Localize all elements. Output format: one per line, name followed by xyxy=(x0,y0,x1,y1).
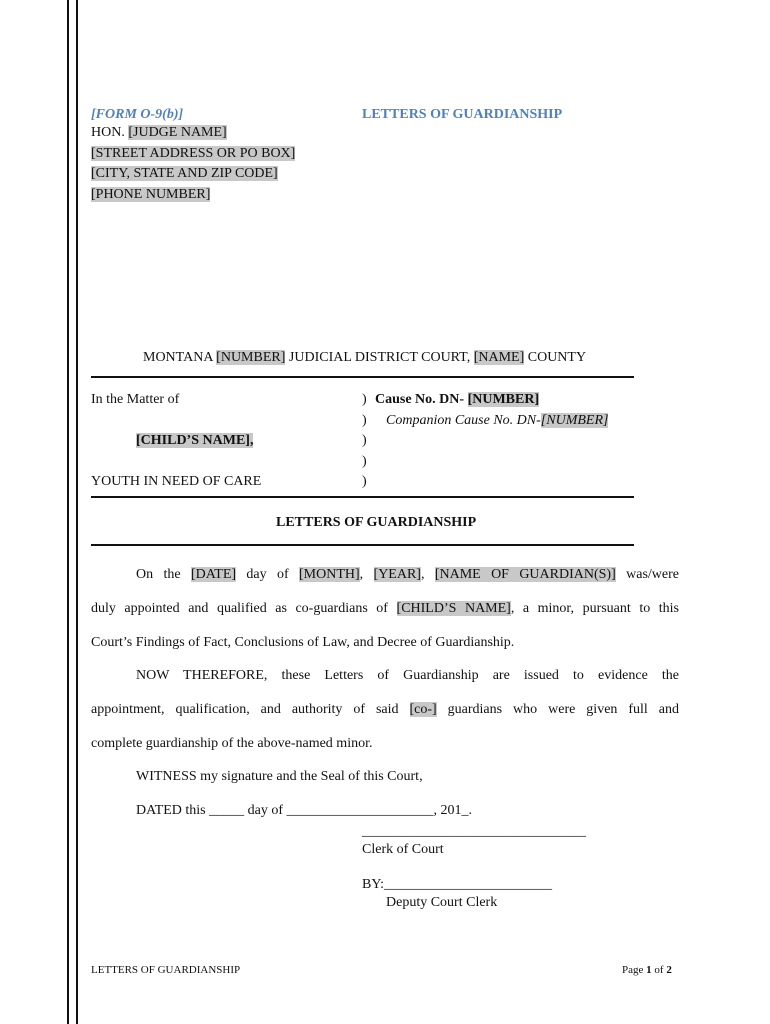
form-label: [FORM O-9(b)] xyxy=(91,107,184,122)
hon-label: HON. xyxy=(91,125,129,140)
phone-line xyxy=(91,187,210,203)
county-name-field: [NAME] xyxy=(473,350,525,365)
judge-line xyxy=(91,125,227,141)
section-title: LETTERS OF GUARDIANSHIP xyxy=(276,515,477,530)
district-number-field: [NUMBER] xyxy=(216,350,286,365)
deputy-label: Deputy Court Clerk xyxy=(386,895,498,910)
city-line xyxy=(91,166,278,182)
street-field: [STREET ADDRESS OR PO BOX] xyxy=(91,146,296,161)
month-field: [MONTH] xyxy=(299,567,360,582)
rule-bottom xyxy=(91,544,634,546)
cause-number-field: [NUMBER] xyxy=(467,392,540,407)
body-line-6: complete guardianship of the above-named minor. xyxy=(91,736,373,751)
body-line-4: NOW THEREFORE, these Letters of Guardianship are issued to evidence the xyxy=(136,668,679,683)
child-name-field: [CHILD’S NAME] xyxy=(396,601,511,616)
paren-3: ) xyxy=(362,433,367,448)
date-field: [DATE] xyxy=(190,567,237,582)
cause-number: Cause No. DN- [NUMBER] xyxy=(375,392,540,407)
witness-line: WITNESS my signature and the Seal of this Court, xyxy=(136,769,423,784)
matter-label: In the Matter of xyxy=(91,392,180,407)
body-line-2: duly appointed and qualified as co-guardians of [CHILD’S NAME], a minor, pursuant to this xyxy=(91,601,679,616)
clerk-label: Clerk of Court xyxy=(362,842,444,857)
city-field: [CITY, STATE AND ZIP CODE] xyxy=(91,166,278,181)
footer-title: LETTERS OF GUARDIANSHIP xyxy=(91,964,241,976)
co-field: [co-] xyxy=(409,702,437,717)
companion-cause: Companion Cause No. DN-[NUMBER] xyxy=(386,413,609,428)
youth-label: YOUTH IN NEED OF CARE xyxy=(91,474,262,489)
street-line xyxy=(91,146,295,162)
signature-line: ________________________________ xyxy=(362,824,586,839)
guardian-name-field: [NAME OF GUARDIAN(S)] xyxy=(434,567,616,582)
companion-number-field: [NUMBER] xyxy=(540,413,609,428)
judge-name-field: [JUDGE NAME] xyxy=(128,125,227,140)
phone-field: [PHONE NUMBER] xyxy=(91,187,211,202)
body-line-5: appointment, qualification, and authority of said [co-] guardians who were given full and xyxy=(91,702,679,717)
page-number: Page 1 of 2 xyxy=(622,964,672,976)
paren-4: ) xyxy=(362,454,367,469)
body-line-1: On the [DATE] day of [MONTH], [YEAR], [NAME OF GUARDIAN(S)] was/were xyxy=(136,567,679,582)
paren-2: ) xyxy=(362,413,367,428)
rule-middle xyxy=(91,496,634,498)
year-field: [YEAR] xyxy=(373,567,421,582)
paren-5: ) xyxy=(362,474,367,489)
dated-line: DATED this _____ day of _____________________, 201_. xyxy=(136,803,472,818)
child-name-caption: [CHILD’S NAME], xyxy=(136,433,254,448)
margin-line-right xyxy=(76,0,78,1024)
paren-1: ) xyxy=(362,392,367,407)
doc-title: LETTERS OF GUARDIANSHIP xyxy=(362,107,563,122)
body-line-3: Court’s Findings of Fact, Conclusions of Law, and Decree of Guardianship. xyxy=(91,635,515,650)
rule-top xyxy=(91,376,634,378)
by-line: BY:________________________ xyxy=(362,877,553,892)
court-heading: MONTANA [NUMBER] JUDICIAL DISTRICT COURT, [NAME] COUNTY xyxy=(143,350,587,365)
margin-line-left xyxy=(67,0,69,1024)
